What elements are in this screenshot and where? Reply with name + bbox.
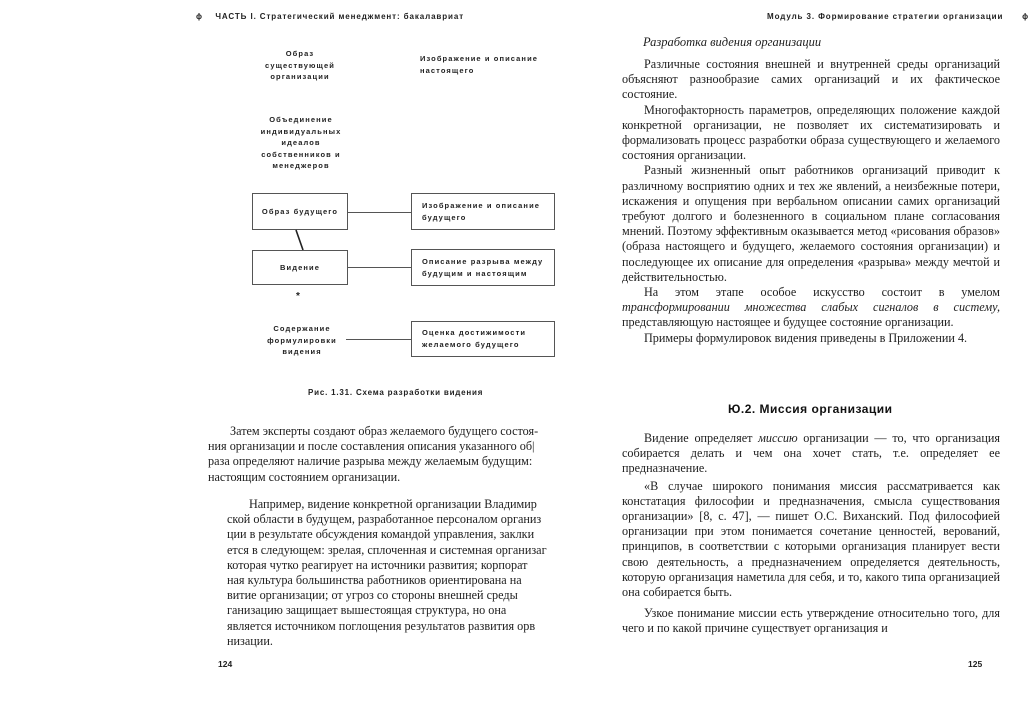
text-line: низации. <box>227 633 273 648</box>
text-span: Видение определяет <box>644 431 759 445</box>
paragraph: Примеры формулировок видения приведены в Приложении 4. <box>644 330 968 345</box>
label-line: менеджеров <box>272 161 330 170</box>
label-line: видения <box>282 347 322 356</box>
paragraph: Узкое понимание миссии есть утверждение относительно того, для чего и по какой причине существует организация и <box>622 606 1000 636</box>
text-line: Например, видение конкретной организации Владимир <box>249 497 537 511</box>
vision-content-label <box>254 323 350 358</box>
right-text-block-1 <box>622 57 1000 346</box>
left-page-number: 124 <box>218 659 233 669</box>
gap-description-label <box>412 256 554 280</box>
label-line: Образ <box>285 49 315 58</box>
paragraph: «В случае широкого понимания миссия рассматривается как констатация философии и предназначения, смысла существования организации» [8, с. 47], — пишет О.С. Виханский. Под философией организации при этом понимается сочетание ценностей, верований, принципов, в соответствии с которыми организация планирует вести свою деятельность, а предназначением определяется деятельность, которую организация наметила для себя, и то, какого типа организацией она собирается быть. <box>622 478 1000 600</box>
asterisk-mark: * <box>296 291 301 302</box>
connector-line <box>294 229 306 251</box>
gap-description-box <box>411 249 555 286</box>
text-line: является источником поглощения результатов развития орв <box>227 618 536 633</box>
text-line: настоящим состоянием организации. <box>208 469 401 484</box>
text-line: Затем эксперты создают образ желаемого будущего состоя- <box>230 424 539 438</box>
label-line: Изображение и описание <box>422 200 541 210</box>
paragraph <box>622 431 1000 477</box>
achievability-assessment-label <box>412 327 554 351</box>
text-line: ется в следующем: зрелая, сплоченная и системная организаг <box>227 542 547 557</box>
paragraph: Разный жизненный опыт работников организаций приводит к различному восприятию одних и тех же явлений, а неизбежные потери, искажения и опущения при вербальном описании самих организаций требуют долгого и болезненного в социальном плане согласования мнений. Поэтому эффективным оказывается метод «рисования образов» (образа настоящего и будущего, желаемого состояния организации) и последующее их описание для определения «разрыва» между мечтой и действительностью. <box>622 163 1000 284</box>
vision-box <box>252 250 348 285</box>
right-header-text: Модуль 3. Формирование стратегии организации <box>767 12 1004 21</box>
emphasis-text: трансформировании множества слабых сигналов в систему, <box>622 300 1000 315</box>
right-running-header <box>767 12 1029 21</box>
text-line: которая чутко реагирует на источники развития; корпорат <box>227 557 528 572</box>
connector-line <box>348 267 411 268</box>
label-line: организации <box>270 72 330 81</box>
text-span: представляющую настоящее и будущее состояние организации. <box>622 315 954 330</box>
vision-label: Видение <box>280 262 320 272</box>
label-line: Описание разрыва между <box>422 256 544 266</box>
left-header-text: ЧАСТЬ I. Стратегический менеджмент: бакалавриат <box>215 12 465 21</box>
achievability-assessment-box <box>411 321 555 357</box>
paragraph <box>622 285 1000 331</box>
existing-organization-label <box>250 48 350 83</box>
future-image-box <box>252 193 348 230</box>
present-description-label <box>420 53 570 76</box>
text-line: ции в результате обсуждения командой управления, заклки <box>227 527 535 542</box>
label-line: Оценка достижимости <box>422 328 527 337</box>
label-line: Объединение <box>269 115 333 124</box>
text-line: ской области в будущем, разработанное персоналом организ <box>227 512 542 527</box>
label-line: собственников и <box>261 149 341 159</box>
paragraph: Многофакторность параметров, определяющих положение каждой конкретной организации, не позволяет их систематизировать и формализовать процесс разработки образа существующего и желаемого состояния организации. <box>622 102 1000 163</box>
label-line: формулировки <box>267 335 337 345</box>
left-paragraph-1 <box>208 424 570 485</box>
text-span: На этом этапе особое искусство состоит в умелом <box>644 285 1000 300</box>
label-line: будущего <box>422 212 467 222</box>
figure-caption: Рис. 1.31. Схема разработки видения <box>308 388 484 397</box>
header-ornament-icon: ɸ <box>1022 12 1029 21</box>
text-line: ная культура большинства работников ориентирована на <box>227 573 522 588</box>
text-line: ния организации и после составления описания указанного об| <box>208 439 535 454</box>
right-text-block-2 <box>622 431 1000 637</box>
connector-line <box>346 339 411 340</box>
text-span: организации — то, что организация собирается делать и чем она хочет стать, т.е. определяет ее предназначение. <box>622 431 1000 476</box>
text-line: витие организации; от угроз со стороны внешней среды <box>227 588 518 603</box>
text-line: ганизацию защищает вышестоящая структура, но она <box>227 603 507 618</box>
connector-line <box>348 212 411 213</box>
left-running-header <box>196 12 464 21</box>
future-image-label: Образ будущего <box>261 206 339 216</box>
ideals-merge-label <box>248 114 354 172</box>
label-line: существующей <box>265 60 335 70</box>
right-page-number: 125 <box>968 659 983 669</box>
emphasis-text: миссию <box>758 431 798 445</box>
label-line: Изображение и описание <box>420 54 539 63</box>
section-title: Ю.2. Миссия организации <box>728 402 893 416</box>
left-paragraph-2 <box>227 497 572 649</box>
label-line: настоящего <box>420 65 475 75</box>
label-line: Содержание <box>273 324 331 333</box>
header-ornament-icon: ɸ <box>196 12 203 21</box>
label-line: идеалов <box>281 138 321 147</box>
text-line: раза определяют наличие разрыва между желаемым будущим: <box>208 454 533 469</box>
label-line: индивидуальных <box>260 126 342 136</box>
paragraph: Различные состояния внешней и внутренней среды организаций объясняют разнообразие самих организаций и их фактическое состояние. <box>622 57 1000 102</box>
subsection-heading: Разработка видения организации <box>643 35 822 49</box>
future-description-label <box>412 200 554 224</box>
label-line: будущим и настоящим <box>422 268 528 278</box>
label-line: желаемого будущего <box>422 340 520 349</box>
future-description-box <box>411 193 555 230</box>
